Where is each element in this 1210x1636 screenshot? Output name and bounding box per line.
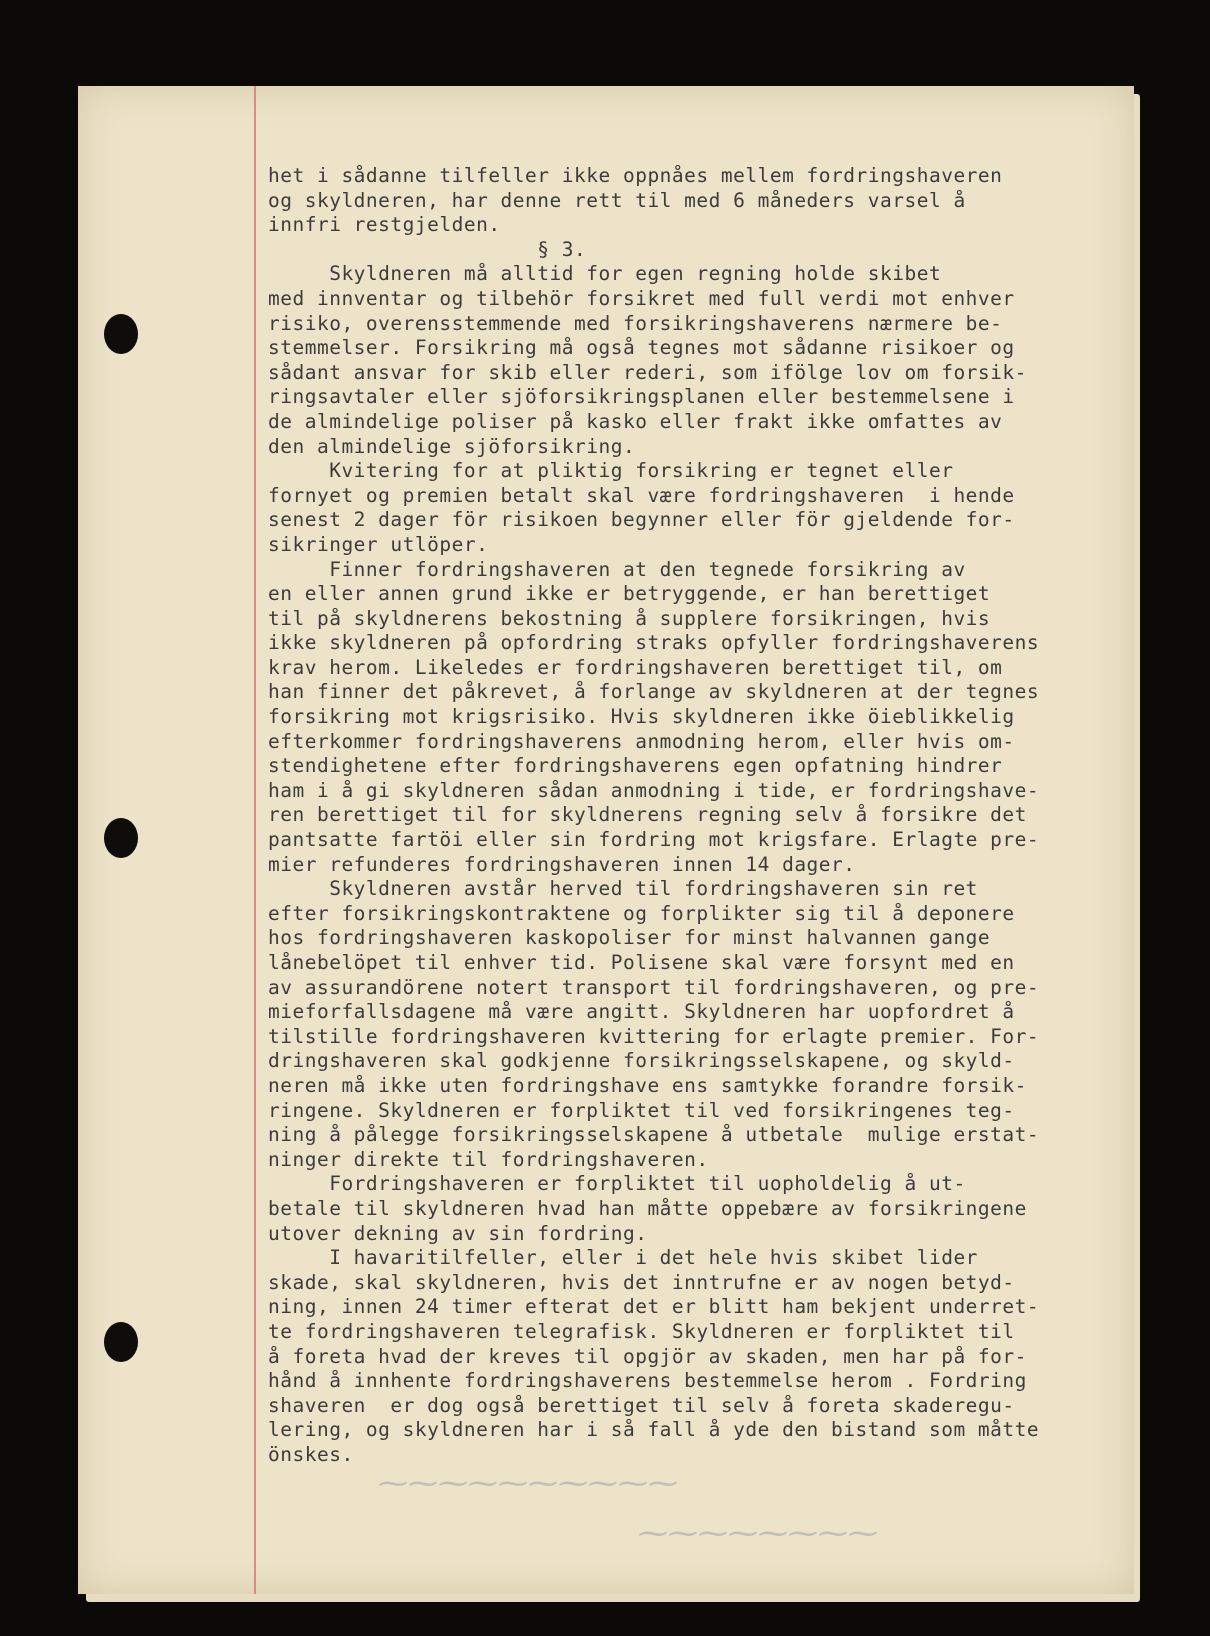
text-line: ning å pålegge forsikringsselskapene å utbetale mulige erstat- xyxy=(268,1123,1040,1147)
text-line: skade, skal skyldneren, hvis det inntrufne er av nogen betyd- xyxy=(268,1270,1015,1294)
text-line: tilstille fordringshaveren kvittering for erlagte premier. For- xyxy=(268,1024,1040,1048)
red-margin-line xyxy=(254,86,256,1594)
bleed-through-mark: ⁓⁓⁓⁓⁓⁓⁓⁓ xyxy=(638,1516,878,1551)
text-line: stemmelser. Forsikring må også tegnes mot sådanne risikoer og xyxy=(268,336,1015,360)
text-line: med innventar og tilbehör forsikret med full verdi mot enhver xyxy=(268,286,1015,310)
text-line: krav herom. Likeledes er fordringshaveren berettiget til, om xyxy=(268,655,1003,679)
text-line: fornyet og premien betalt skal være fordringshaveren i hende xyxy=(268,483,1015,507)
text-line: forsikring mot krigsrisiko. Hvis skyldneren ikke öieblikkelig xyxy=(268,705,1015,729)
text-line: mier refunderes fordringshaveren innen 14 dager. xyxy=(268,852,856,876)
text-line: ham i å gi skyldneren sådan anmodning i tide, er fordringshave- xyxy=(268,778,1040,802)
text-line: den almindelige sjöforsikring. xyxy=(268,434,636,458)
text-line: innfri restgjelden. xyxy=(268,213,501,237)
text-line: pantsatte fartöi eller sin fordring mot krigsfare. Erlagte pre- xyxy=(268,828,1040,852)
text-line: ringsavtaler eller sjöforsikringsplanen eller bestemmelsene i xyxy=(268,385,1015,409)
text-line: til på skyldnerens bekostning å supplere forsikringen, hvis xyxy=(268,606,991,630)
text-line: en eller annen grund ikke er betryggende, er han berettiget xyxy=(268,582,991,606)
text-line xyxy=(268,1467,1118,1492)
text-line: å foreta hvad der kreves til opgjör av skaden, men har på for- xyxy=(268,1344,1027,1368)
text-line: ikke skyldneren på opfordring straks opfyller fordringshaverens xyxy=(268,631,1040,655)
text-line: sikringer utlöper. xyxy=(268,532,489,556)
text-line: efterkommer fordringshaverens anmodning herom, eller hvis om- xyxy=(268,729,1015,753)
text-line: hånd å innhente fordringshaverens bestemmelse herom . Fordring xyxy=(268,1369,1027,1393)
section-heading: § 3. xyxy=(268,237,587,261)
text-line: ren berettiget til for skyldnerens regning selv å forsikre det xyxy=(268,803,1027,827)
punch-hole-middle xyxy=(104,818,138,858)
text-line: önskes. xyxy=(268,1442,354,1466)
text-line: ning, innen 24 timer efterat det er blitt ham bekjent underret- xyxy=(268,1295,1040,1319)
text-line: betale til skyldneren hvad han måtte oppebære av forsikringene xyxy=(268,1196,1027,1220)
typed-text-body xyxy=(268,164,1118,1492)
text-line: neren må ikke uten fordringshave ens samtykke forandre forsik- xyxy=(268,1073,1027,1097)
text-line: lånebelöpet til enhver tid. Polisene skal være forsynt med en xyxy=(268,951,1015,974)
text-line: I havaritilfeller, eller i det hele hvis skibet lider xyxy=(268,1246,978,1270)
text-line: ninger direkte til fordringshaveren. xyxy=(268,1147,709,1171)
text-line: Finner fordringshaveren at den tegnede forsikring av xyxy=(268,557,966,581)
text-line: hos fordringshaveren kaskopoliser for minst halvannen gange xyxy=(268,926,991,950)
text-line: ringene. Skyldneren er forpliktet til ved forsikringenes teg- xyxy=(268,1098,1015,1122)
text-line: stendighetene efter fordringshaverens egen opfatning hindrer xyxy=(268,754,1003,778)
text-line: risiko, overensstemmende med forsikringshaverens nærmere be- xyxy=(268,311,1003,335)
text-line: de almindelige poliser på kasko eller frakt ikke omfattes av xyxy=(268,409,1003,433)
bleed-through-mark: ⁓⁓⁓⁓⁓⁓⁓⁓⁓⁓ xyxy=(378,1466,678,1501)
text-line: shaveren er dog også berettiget til selv å foreta skaderegu- xyxy=(268,1393,1015,1417)
text-line: Kvitering for at pliktig forsikring er tegnet eller xyxy=(268,459,954,483)
text-line: dringshaveren skal godkjenne forsikringsselskapene, og skyld- xyxy=(268,1049,1015,1073)
punch-hole-top xyxy=(104,314,138,354)
document-page xyxy=(78,86,1134,1594)
text-line: Skyldneren avstår herved til fordringshaveren sin ret xyxy=(268,877,978,901)
punch-hole-bottom xyxy=(104,1322,138,1362)
text-line: sådant ansvar for skib eller rederi, som ifölge lov om forsik- xyxy=(268,360,1027,384)
text-line: av assurandörene notert transport til fordringshaveren, og pre- xyxy=(268,975,1040,999)
text-line: mieforfallsdagene må være angitt. Skyldneren har uopfordret å xyxy=(268,1000,1015,1024)
text-line: lering, og skyldneren har i så fall å yde den bistand som måtte xyxy=(268,1418,1040,1442)
text-line: efter forsikringskontraktene og forplikter sig til å deponere xyxy=(268,901,1015,925)
text-line: utover dekning av sin fordring. xyxy=(268,1221,648,1245)
text-line: og skyldneren, har denne rett til med 6 måneders varsel å xyxy=(268,188,966,212)
text-line: te fordringshaveren telegrafisk. Skyldneren er forpliktet til xyxy=(268,1319,1015,1343)
text-line: Fordringshaveren er forpliktet til uopholdelig å ut- xyxy=(268,1172,966,1196)
text-line: het i sådanne tilfeller ikke oppnåes mellem fordringshaveren xyxy=(268,164,1003,187)
text-line: Skyldneren må alltid for egen regning holde skibet xyxy=(268,262,942,286)
text-line: senest 2 dager för risikoen begynner eller för gjeldende for- xyxy=(268,508,1015,532)
text-line: han finner det påkrevet, å forlange av skyldneren at der tegnes xyxy=(268,680,1040,704)
